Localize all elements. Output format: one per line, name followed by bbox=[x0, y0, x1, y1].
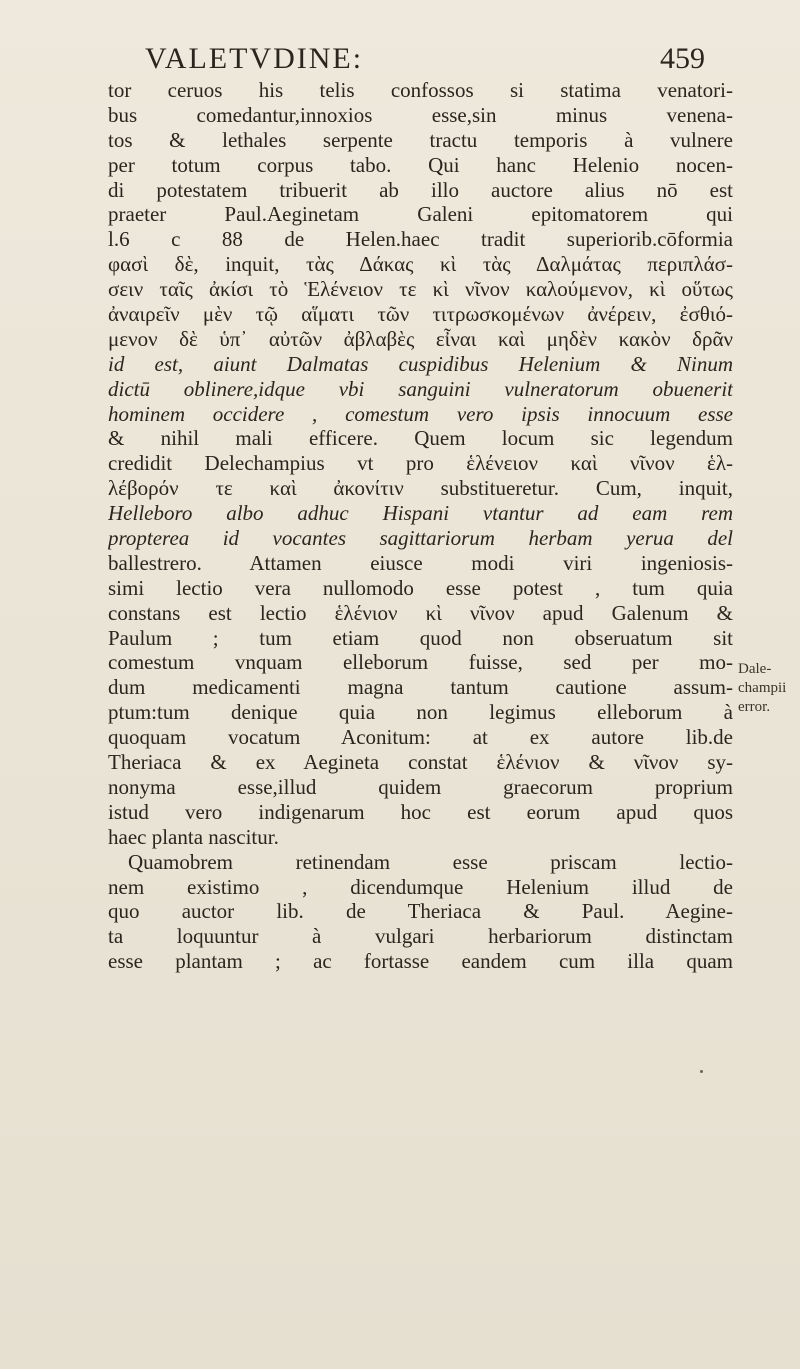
text-line: & nihil mali efficere. Quem locum sic legendum bbox=[108, 426, 733, 451]
text-line: haec planta nascitur. bbox=[108, 824, 279, 849]
text-line: dum medicamenti magna tantum cautione assum- bbox=[108, 675, 733, 700]
text-line: di potestatem tribuerit ab illo auctore alius nō est bbox=[108, 177, 733, 202]
greek-text-line: φασὶ δὲ, inquit, τὰς Δάκας κὶ τὰς Δαλμάτας περιπλάσ- bbox=[108, 252, 733, 277]
margin-note-line: champii bbox=[738, 680, 787, 696]
text-line: istud vero indigenarum hoc est eorum apud quos bbox=[108, 799, 733, 824]
text-line: l.6 c 88 de Helen.haec tradit superiorib.cōformia bbox=[108, 227, 733, 252]
text-line: nem existimo , dicendumque Helenium illud de bbox=[108, 874, 733, 899]
ink-speck bbox=[700, 1070, 703, 1073]
text-line: dictū oblinere,idque vbi sanguini vulneratorum obuenerit bbox=[108, 376, 733, 401]
greek-text-line: ἀναιρεῖν μὲν τῷ αἵματι τῶν τιτρωσκομένων ἀνέρειν, ἐσθιό- bbox=[108, 302, 733, 327]
running-head: VALETVDINE: bbox=[145, 42, 364, 75]
text-line: comestum vnquam elleborum fuisse, sed per mo- bbox=[108, 650, 733, 675]
page-number: 459 bbox=[660, 42, 705, 75]
text-line: esse plantam ; ac fortasse eandem cum illa quam bbox=[108, 949, 733, 974]
text-line: bus comedantur,innoxios esse,sin minus venena- bbox=[108, 102, 733, 127]
greek-text-line: μενον δὲ ὑπ᾽ αὐτῶν ἀβλαβὲς εἶναι καὶ μηδὲν κακὸν δρᾶν bbox=[108, 326, 733, 351]
text-line: quo auctor lib. de Theriaca & Paul. Aegine- bbox=[108, 899, 733, 924]
main-text-block bbox=[108, 78, 733, 974]
text-line: ptum:tum denique quia non legimus elleborum à bbox=[108, 700, 733, 725]
text-line: credidit Delechampius vt pro ἑλένειον καὶ νῖνον ἑλ- bbox=[108, 451, 733, 476]
text-line: tor ceruos his telis confossos si statima venatori- bbox=[108, 78, 733, 102]
text-line: propterea id vocantes sagittariorum herbam yerua del bbox=[108, 526, 733, 551]
margin-note-line: error. bbox=[738, 699, 771, 715]
text-line: quoquam vocatum Aconitum: at ex autore lib.de bbox=[108, 725, 733, 750]
text-line: id est, aiunt Dalmatas cuspidibus Helenium & Ninum bbox=[108, 351, 733, 376]
text-line: ta loquuntur à vulgari herbariorum distinctam bbox=[108, 924, 733, 949]
text-line: Quamobrem retinendam esse priscam lectio- bbox=[128, 849, 733, 874]
text-line: λέβορόν τε καὶ ἀκονίτιν substitueretur. Cum, inquit, bbox=[108, 476, 733, 501]
text-line: Paulum ; tum etiam quod non obseruatum sit bbox=[108, 625, 733, 650]
text-line: constans est lectio ἑλένιον κὶ νῖνον apud Galenum & bbox=[108, 600, 733, 625]
text-line: tos & lethales serpente tractu temporis à vulnere bbox=[108, 127, 733, 152]
text-line: Helleboro albo adhuc Hispani vtantur ad eam rem bbox=[108, 501, 733, 526]
text-line: ballestrero. Attamen eiusce modi viri ingeniosis- bbox=[108, 550, 733, 575]
text-line: Theriaca & ex Aegineta constat ἑλένιον & νῖνον sy- bbox=[108, 750, 733, 775]
text-line: praeter Paul.Aeginetam Galeni epitomatorem qui bbox=[108, 202, 733, 227]
text-line: per totum corpus tabo. Qui hanc Helenio nocen- bbox=[108, 152, 733, 177]
text-line: simi lectio vera nullomodo esse potest , tum quia bbox=[108, 575, 733, 600]
text-line: nonyma esse,illud quidem graecorum proprium bbox=[108, 774, 733, 799]
margin-note-line: Dale- bbox=[738, 661, 772, 677]
greek-text-line: σειν ταῖς ἀκίσι τὸ Ἑλένειον τε κὶ νῖνον καλούμενον, κὶ οὕτως bbox=[108, 277, 733, 302]
margin-note bbox=[738, 660, 800, 717]
text-line: hominem occidere , comestum vero ipsis innocuum esse bbox=[108, 401, 733, 426]
page-header bbox=[145, 42, 705, 82]
